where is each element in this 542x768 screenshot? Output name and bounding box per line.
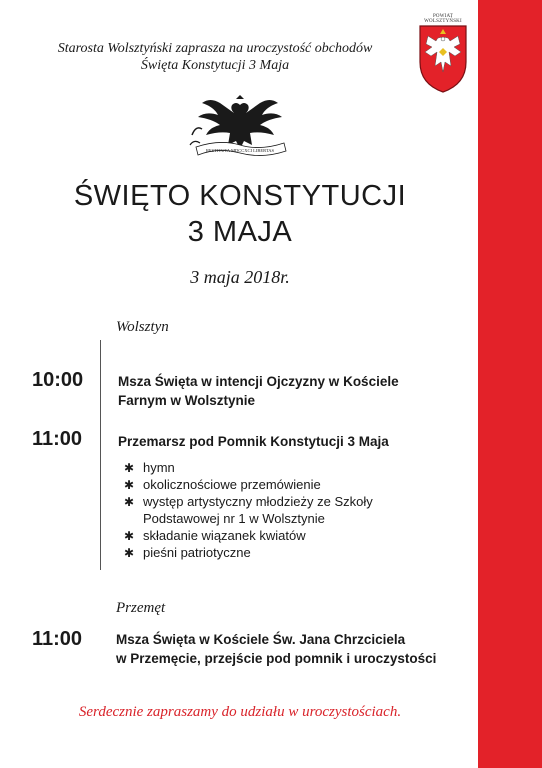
program-item-text: pieśni patriotyczne: [143, 545, 251, 560]
program-item-text: okolicznościowe przemówienie: [143, 477, 321, 492]
event-time: 10:00: [32, 369, 84, 391]
place-heading-wolsztyn: Wolsztyn: [116, 319, 169, 335]
emblem-caption: POWIAT WOLSZTYŃSKI: [424, 14, 462, 24]
list-item: [124, 459, 424, 476]
asterisk-icon: ✱: [124, 461, 135, 475]
asterisk-icon: ✱: [124, 546, 135, 560]
closing-invitation: Serdecznie zapraszamy do udziału w uroczystościach.: [78, 704, 402, 720]
event-line: Farnym w Wolsztynie: [118, 393, 256, 408]
event-date: 3 maja 2018r.: [190, 267, 290, 287]
list-item: [124, 493, 424, 527]
program-item-text: występ artystyczny młodzieży ze Szkoły Podstawowej nr 1 w Wolsztynie: [143, 494, 373, 526]
eagle-ribbon-text: RESTITUTA MDCCXCI LIBERTAS: [205, 148, 275, 153]
list-item: [124, 476, 424, 493]
event-line: Msza Święta w Kościele Św. Jana Chrzciciela: [116, 632, 406, 647]
asterisk-icon: ✱: [124, 478, 135, 492]
invitation-line-2: Święta Konstytucji 3 Maja: [140, 58, 290, 73]
event-time: 11:00: [32, 628, 83, 650]
invitation-line-1: Starosta Wolsztyński zaprasza na uroczystość obchodów: [57, 41, 373, 56]
title-line-1: ŚWIĘTO KONSTYTUCJI: [73, 180, 407, 212]
eagle-emblem-icon: [180, 93, 300, 163]
list-item: [124, 527, 424, 544]
red-stripe: [478, 0, 542, 768]
program-item-text: hymn: [143, 460, 175, 475]
title-line-2: 3 MAJA: [187, 216, 293, 248]
place-heading-przemet: Przemęt: [116, 600, 166, 616]
program-item-text: składanie wiązanek kwiatów: [143, 528, 306, 543]
event-line: w Przemęcie, przejście pod pomnik i uroczystości: [116, 651, 437, 666]
timeline-divider: [100, 340, 101, 570]
event-line: Msza Święta w intencji Ojczyzny w Kościele: [118, 374, 399, 389]
event-description: Przemarsz pod Pomnik Konstytucji 3 Maja: [118, 434, 389, 449]
coat-of-arms-icon: [414, 14, 472, 94]
program-list: [124, 459, 424, 561]
list-item: [124, 544, 424, 561]
event-time: 11:00: [32, 428, 83, 450]
asterisk-icon: ✱: [124, 495, 135, 509]
page-title: [40, 178, 440, 250]
asterisk-icon: ✱: [124, 529, 135, 543]
invitation-text: [50, 40, 380, 74]
event-description: [118, 372, 458, 410]
event-description: [116, 630, 466, 668]
